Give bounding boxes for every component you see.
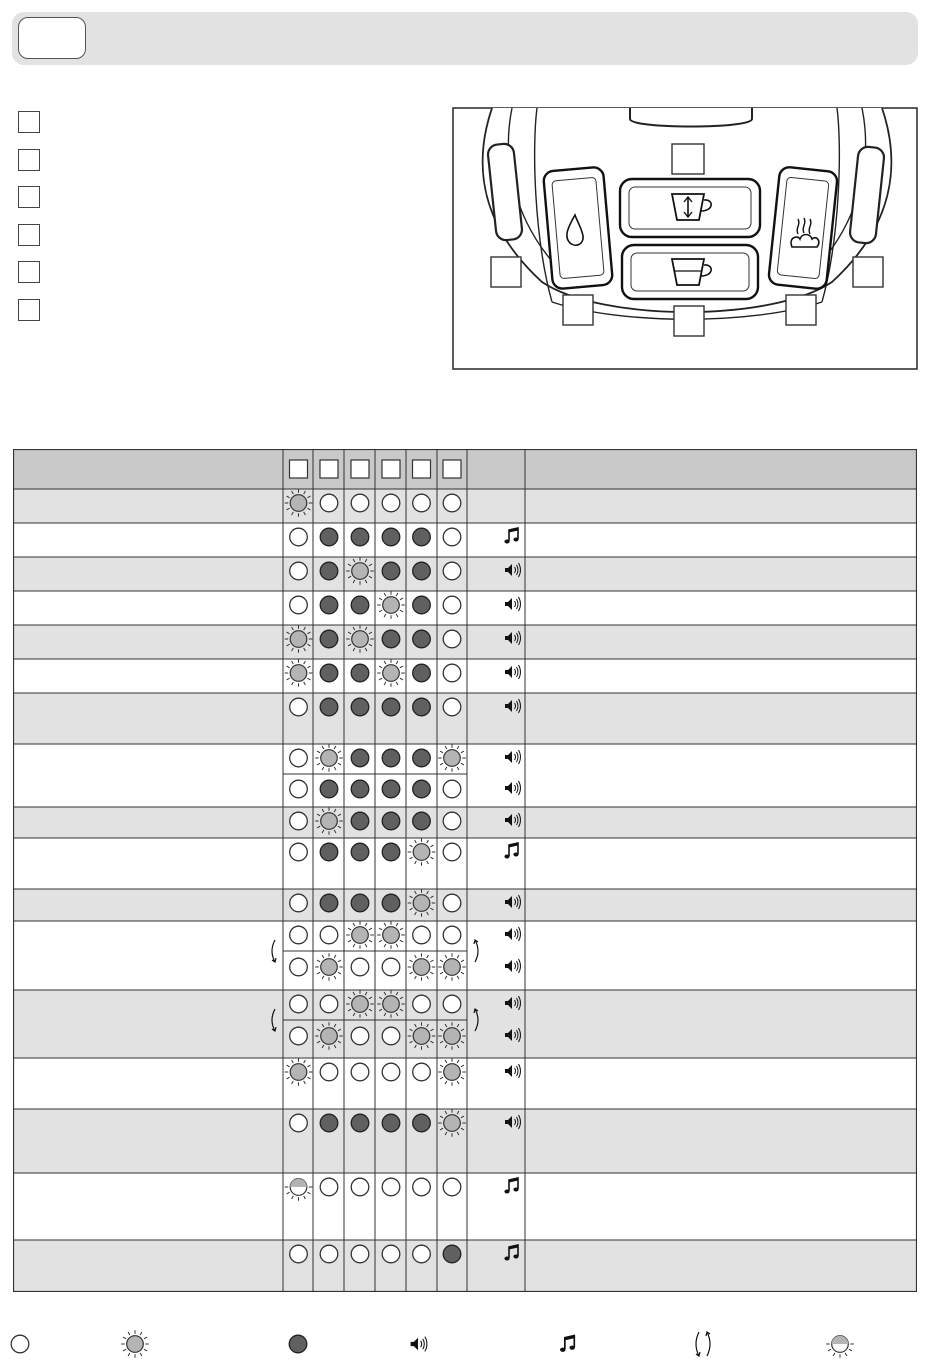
- header-badge: [18, 17, 86, 59]
- led-off: [351, 1063, 369, 1081]
- led-on: [351, 664, 369, 682]
- led-off: [290, 596, 308, 614]
- alternating-icon: [696, 1332, 710, 1356]
- led-off: [351, 958, 369, 976]
- row-background: [13, 523, 917, 557]
- led-on: [413, 812, 431, 830]
- table-row: [13, 990, 917, 1058]
- led-off: [443, 494, 461, 512]
- led-on: [413, 562, 431, 580]
- led-on: [320, 698, 338, 716]
- led-off: [290, 1245, 308, 1263]
- led-off: [443, 698, 461, 716]
- led-off: [443, 596, 461, 614]
- led-off: [382, 958, 400, 976]
- checklist-box: [18, 186, 40, 208]
- row-background: [13, 990, 917, 1058]
- led-off: [320, 995, 338, 1013]
- led-off: [443, 894, 461, 912]
- legend-item: [11, 1335, 29, 1353]
- checklist-box: [18, 224, 40, 246]
- led-off: [290, 926, 308, 944]
- led-on: [413, 698, 431, 716]
- led-off: [382, 1027, 400, 1045]
- callout-box: [672, 144, 704, 174]
- led-off: [290, 1114, 308, 1132]
- led-on: [382, 1114, 400, 1132]
- table-row: [13, 838, 917, 889]
- led-off: [320, 1178, 338, 1196]
- led-off: [443, 780, 461, 798]
- led-off: [413, 995, 431, 1013]
- led-on: [351, 780, 369, 798]
- column-header-box: [413, 460, 431, 478]
- led-on: [351, 1114, 369, 1132]
- led-on: [320, 894, 338, 912]
- table-row: [13, 693, 917, 744]
- led-off: [413, 494, 431, 512]
- led-on: [351, 843, 369, 861]
- led-on: [413, 780, 431, 798]
- row-background: [13, 807, 917, 838]
- led-status-table: [13, 449, 917, 1292]
- table-row: [13, 1109, 917, 1173]
- led-on: [351, 894, 369, 912]
- table-header: [13, 449, 917, 489]
- table-row: [13, 807, 917, 838]
- led-on: [351, 528, 369, 546]
- led-on: [382, 812, 400, 830]
- callout-box: [786, 295, 816, 325]
- led-on: [320, 528, 338, 546]
- top-slot: [630, 108, 752, 127]
- led-on: [413, 1114, 431, 1132]
- led-off: [290, 1027, 308, 1045]
- checklist-box: [18, 261, 40, 283]
- led-on: [382, 843, 400, 861]
- led-off: [443, 1178, 461, 1196]
- row-background: [13, 625, 917, 659]
- row-background: [13, 1058, 917, 1109]
- led-on: [320, 596, 338, 614]
- table-row: [13, 523, 917, 557]
- callout-box: [674, 306, 704, 336]
- led-off: [382, 1245, 400, 1263]
- table-row: [13, 1173, 917, 1240]
- column-header-box: [351, 460, 369, 478]
- led-on: [351, 749, 369, 767]
- led-on: [413, 596, 431, 614]
- led-on: [320, 1114, 338, 1132]
- led-on: [413, 664, 431, 682]
- row-background: [13, 489, 917, 523]
- led-off: [443, 926, 461, 944]
- legend-item: [826, 1336, 854, 1358]
- led-on: [320, 630, 338, 648]
- row-background: [13, 921, 917, 990]
- led-off: [443, 528, 461, 546]
- led-on: [413, 749, 431, 767]
- led-off: [413, 1178, 431, 1196]
- legend-item: [696, 1332, 710, 1356]
- led-halfblink: [826, 1336, 854, 1358]
- table-row: [13, 1240, 917, 1291]
- led-off: [320, 1063, 338, 1081]
- led-on: [351, 812, 369, 830]
- table-row: [13, 625, 917, 659]
- checklist-box: [18, 149, 40, 171]
- led-off: [290, 698, 308, 716]
- led-on: [320, 562, 338, 580]
- control-panel-illustration: [452, 107, 918, 370]
- legend-item: [121, 1330, 149, 1358]
- led-on: [413, 630, 431, 648]
- led-off: [351, 494, 369, 512]
- row-background: [13, 889, 917, 921]
- led-off: [413, 1063, 431, 1081]
- led-on: [382, 749, 400, 767]
- led-on: [320, 843, 338, 861]
- led-on: [289, 1335, 307, 1353]
- led-on: [382, 630, 400, 648]
- led-off: [290, 843, 308, 861]
- checklist-box: [18, 299, 40, 321]
- led-off: [382, 1063, 400, 1081]
- table-row: [13, 744, 917, 807]
- column-header-box: [382, 460, 400, 478]
- table-row: [13, 557, 917, 591]
- legend-item: [289, 1335, 307, 1353]
- led-off: [443, 995, 461, 1013]
- checklist-box: [18, 111, 40, 133]
- table-row: [13, 1058, 917, 1109]
- table-row: [13, 889, 917, 921]
- led-on: [443, 1245, 461, 1263]
- led-off: [290, 780, 308, 798]
- led-on: [382, 894, 400, 912]
- led-off: [443, 843, 461, 861]
- led-blink: [121, 1330, 149, 1358]
- column-header-box: [443, 460, 461, 478]
- callout-box: [853, 257, 883, 287]
- led-off: [290, 894, 308, 912]
- led-off: [351, 1178, 369, 1196]
- led-off: [443, 812, 461, 830]
- led-on: [382, 528, 400, 546]
- led-off: [11, 1335, 29, 1353]
- led-off: [320, 926, 338, 944]
- led-off: [290, 995, 308, 1013]
- beep-icon: [411, 1337, 427, 1352]
- led-off: [443, 664, 461, 682]
- led-on: [351, 698, 369, 716]
- row-background: [13, 1173, 917, 1240]
- led-on: [413, 528, 431, 546]
- column-header-box: [290, 460, 308, 478]
- led-off: [290, 749, 308, 767]
- led-off: [320, 494, 338, 512]
- table-row: [13, 489, 917, 523]
- led-off: [290, 562, 308, 580]
- table-row: [13, 659, 917, 693]
- led-on: [351, 596, 369, 614]
- melody-icon: [560, 1336, 575, 1352]
- row-background: [13, 557, 917, 591]
- led-off: [290, 958, 308, 976]
- led-on: [320, 780, 338, 798]
- led-off: [320, 1245, 338, 1263]
- row-background: [13, 744, 917, 807]
- table-row: [13, 591, 917, 625]
- led-off: [351, 1245, 369, 1263]
- header-bar: [12, 12, 918, 65]
- led-off: [290, 812, 308, 830]
- row-background: [13, 1240, 917, 1291]
- legend: [0, 1322, 950, 1366]
- led-off: [413, 926, 431, 944]
- led-on: [382, 562, 400, 580]
- led-off: [382, 1178, 400, 1196]
- led-on: [382, 698, 400, 716]
- row-background: [13, 693, 917, 744]
- led-on: [320, 664, 338, 682]
- column-header-box: [320, 460, 338, 478]
- led-off: [382, 494, 400, 512]
- callout-box: [491, 257, 521, 287]
- led-off: [443, 562, 461, 580]
- led-off: [290, 528, 308, 546]
- row-background: [13, 1109, 917, 1173]
- led-off: [443, 630, 461, 648]
- led-on: [382, 780, 400, 798]
- row-background: [13, 838, 917, 889]
- led-off: [351, 1027, 369, 1045]
- legend-item: [560, 1336, 575, 1352]
- led-off: [413, 1245, 431, 1263]
- table-row: [13, 921, 917, 990]
- row-background: [13, 591, 917, 625]
- row-background: [13, 659, 917, 693]
- callout-box: [563, 295, 593, 325]
- legend-item: [411, 1337, 427, 1352]
